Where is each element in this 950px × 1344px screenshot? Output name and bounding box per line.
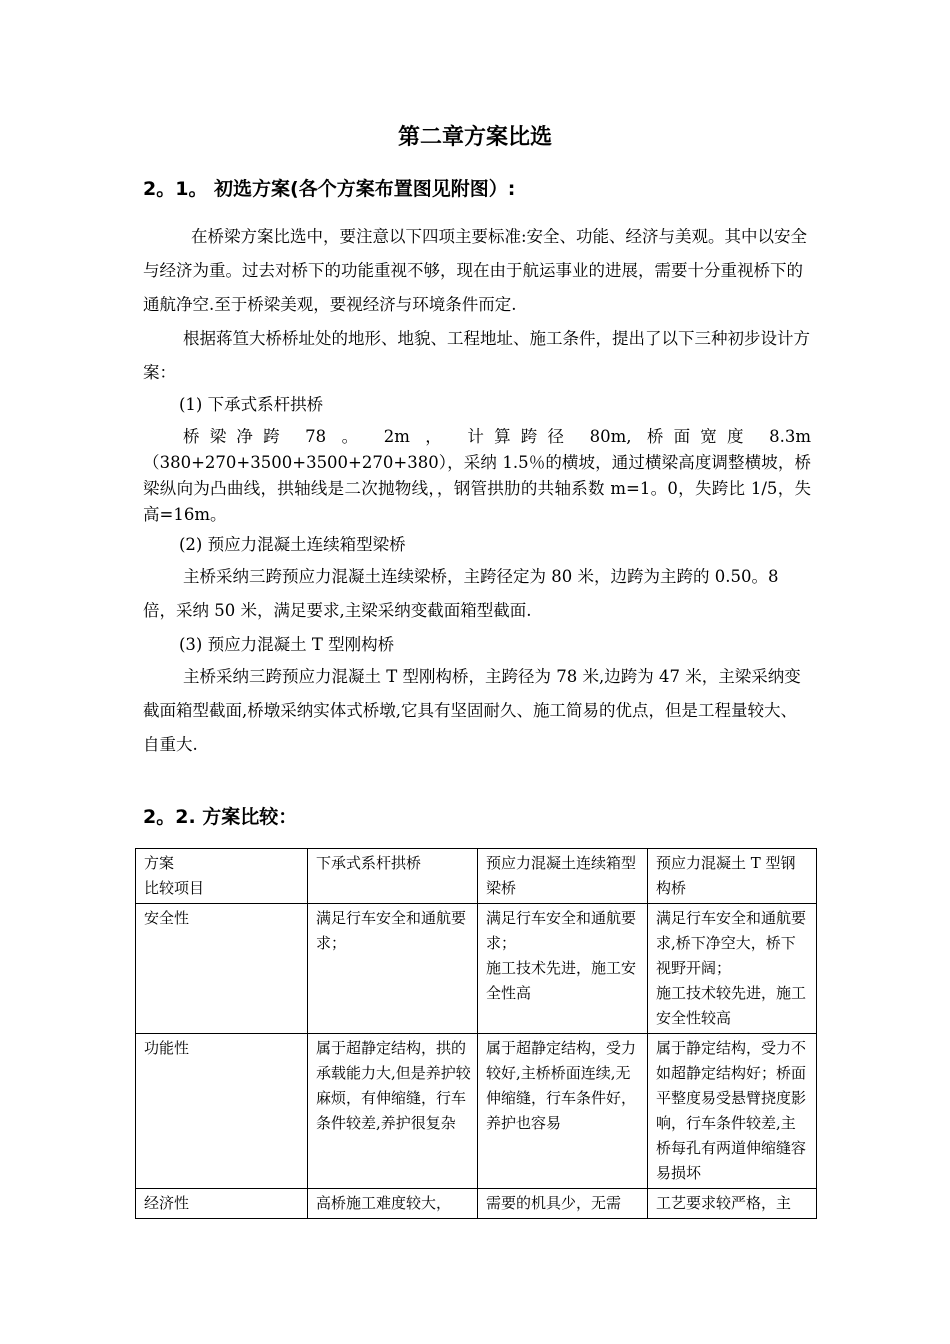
table-cell: 属于超静定结构，受力较好,主桥桥面连续,无伸缩缝，行车条件好，养护也容易 [478,1034,648,1189]
comparison-table [135,848,817,1219]
table-row [136,1189,817,1219]
table-cell: 满足行车安全和通航要求； 施工技术先进，施工安全性高 [478,904,648,1034]
table-row [136,1034,817,1189]
option-title-3: (3) 预应力混凝土 T 型刚构桥 [179,635,395,654]
table-header-cell: 预应力混凝土 T 型钢构桥 [648,849,817,904]
table-cell: 属于静定结构，受力不如超静定结构好；桥面平整度易受悬臂挠度影响，行车条件较差,主桥每孔有两道伸缩缝容易损坏 [648,1034,817,1189]
table-cell: 高桥施工难度较大， [308,1189,478,1219]
intro-paragraph: 在桥梁方案比选中，要注意以下四项主要标准:安全、功能、经济与美观。其中以安全与经济为重。过去对桥下的功能重视不够，现在由于航运事业的进展，需要十分重视桥下的通航净空.至于桥梁美观，要视经济与环境条件而定. [143,227,808,314]
option-desc-2: 主桥采纳三跨预应力混凝土连续梁桥，主跨径定为 80 米，边跨为主跨的 0.50。8 倍，采纳 50 米，满足要求,主梁采纳变截面箱型截面. [143,567,779,620]
table-cell: 安全性 [136,904,308,1034]
option-desc-3: 主桥采纳三跨预应力混凝土 T 型刚构桥，主跨径为 78 米,边跨为 47 米，主梁采纳变截面箱型截面,桥墩采纳实体式桥墩,它具有坚固耐久、施工简易的优点，但是工程量较大、自重大. [143,667,801,754]
table-cell: 经济性 [136,1189,308,1219]
table-header-row [136,849,817,904]
table-cell: 满足行车安全和通航要求； [308,904,478,1034]
section-heading-comparison: 2。2. 方案比较： [143,806,298,828]
option-title-1: (1) 下承式系杆拱桥 [179,395,324,414]
section-body-initial-schemes [143,220,811,762]
table-cell: 功能性 [136,1034,308,1189]
table-header-cell: 预应力混凝土连续箱型梁桥 [478,849,648,904]
table-header-cell: 下承式系杆拱桥 [308,849,478,904]
table-cell: 属于超静定结构，拱的承载能力大,但是养护较麻烦，有伸缩缝，行车条件较差,养护很复杂 [308,1034,478,1189]
basis-paragraph: 根据蒋笪大桥桥址处的地形、地貌、工程地址、施工条件，提出了以下三种初步设计方案： [143,329,810,382]
section-heading-initial-schemes: 2。1。 初选方案(各个方案布置图见附图）: [143,178,516,200]
chapter-title: 第二章方案比选 [397,125,552,150]
option-title-2: (2) 预应力混凝土连续箱型梁桥 [179,535,406,554]
table-row [136,904,817,1034]
table-header-cell: 方案 比较项目 [136,849,308,904]
table-cell: 满足行车安全和通航要求,桥下净空大，桥下视野开阔； 施工技术较先进，施工安全性较高 [648,904,817,1034]
table-cell: 需要的机具少，无需 [478,1189,648,1219]
option-desc-1: 桥梁净跨 78 。 2m ， 计算跨径 80m, 桥面宽度 8.3m（380+270+3500+3500+270+380），采纳 1.5％的横坡，通过横梁高度调整横坡，桥梁纵向为凸曲线，拱轴线是二次抛物线，，钢管拱肋的共轴系数 m=1。0，失跨比 1/5，失高=16m。 [143,427,811,524]
table-cell: 工艺要求较严格，主 [648,1189,817,1219]
